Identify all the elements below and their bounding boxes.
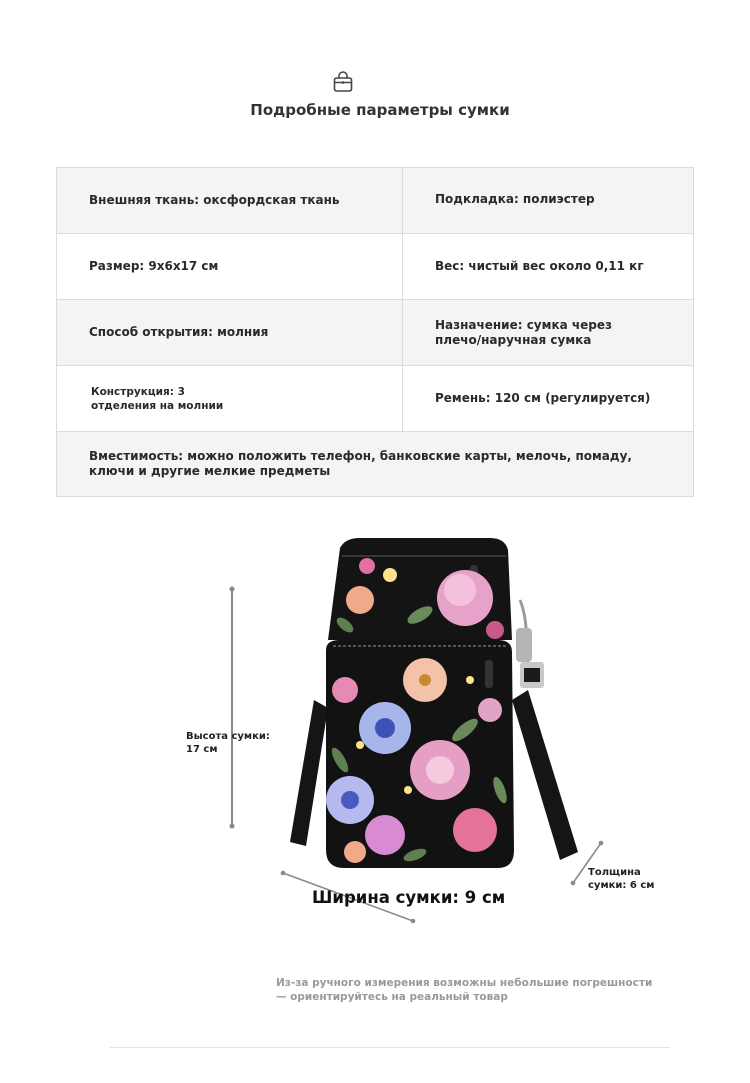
purpose-text-2: плечо/наручная сумка: [435, 332, 592, 347]
height-label: [186, 730, 270, 756]
lining-text: Подкладка: полиэстер: [435, 192, 595, 206]
opening-text: Способ открытия: молния: [89, 325, 269, 339]
height-label-line1: Высота сумки:: [186, 731, 270, 742]
depth-label-line1: Толщина: [588, 867, 641, 878]
depth-label-line2: сумки: 6 см: [588, 880, 655, 891]
measurement-note-line2: — ориентируйтесь на реальный товар: [276, 991, 508, 1003]
measurement-note-line1: Из-за ручного измерения возможны небольшие погрешности: [276, 977, 653, 989]
bottom-divider: [110, 1047, 670, 1048]
capacity-text-2: ключи и другие мелкие предметы: [89, 464, 331, 478]
purpose-text-1: Назначение: сумка через: [435, 317, 612, 332]
height-label-line2: 17 см: [186, 744, 218, 755]
outer-fabric-text: Внешняя ткань: оксфордская ткань: [89, 193, 340, 207]
height-measure-line: [230, 587, 235, 829]
page-title: Подробные параметры сумки: [250, 101, 510, 119]
width-label: Ширина сумки: 9 см: [312, 888, 506, 907]
measurement-note: [276, 976, 652, 1004]
size-text: Размер: 9x6x17 см: [89, 259, 219, 273]
depth-label: [588, 866, 654, 892]
construction-text-1: Конструкция: 3: [91, 385, 185, 398]
strap-text: Ремень: 120 см (регулируется): [435, 391, 651, 405]
capacity-text-1: Вместимость: можно положить телефон, банковские карты, мелочь, помаду,: [89, 449, 632, 463]
construction-text-2: отделения на молнии: [91, 399, 224, 412]
weight-text: Вес: чистый вес около 0,11 кг: [435, 259, 644, 273]
